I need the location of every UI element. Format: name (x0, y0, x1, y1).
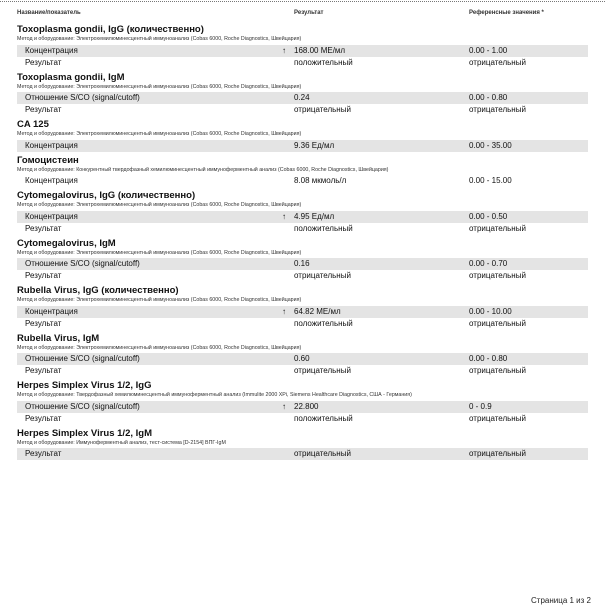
test-section (17, 238, 588, 283)
test-title: Herpes Simplex Virus 1/2, IgG (17, 380, 152, 391)
result-value: отрицательный (294, 449, 351, 458)
header-name: Название/показатель (17, 10, 81, 16)
result-row (17, 258, 588, 270)
result-row (17, 365, 588, 377)
test-title: CA 125 (17, 119, 49, 130)
reference-range: 0.00 - 15.00 (469, 176, 512, 185)
result-name: Концентрация (25, 211, 78, 221)
result-name: Результат (25, 318, 62, 328)
test-list (17, 21, 588, 460)
reference-range: отрицательный (469, 318, 526, 328)
result-name: Результат (25, 271, 62, 280)
reference-range: отрицательный (469, 366, 526, 375)
test-section (17, 285, 588, 330)
table-header (17, 10, 588, 20)
result-value: отрицательный (294, 366, 351, 375)
result-row (17, 318, 588, 330)
reference-range: 0.00 - 35.00 (469, 140, 512, 150)
reference-range: отрицательный (469, 413, 526, 423)
result-name: Результат (25, 57, 62, 67)
result-row (17, 306, 588, 318)
test-method: Метод и оборудование: Электрохемилюминесцентный иммуноанализ (Cobas 6000, Roche Diagnostics, Швейцария) (17, 202, 302, 208)
result-value: 0.16 (294, 259, 310, 268)
test-method: Метод и оборудование: Твердофазный хемилюминесцентный иммуноферментный анализ (Immulite 2000 XPi, Siemens Healthcare Diagnostics, США - Германия) (17, 392, 412, 398)
test-title: Herpes Simplex Virus 1/2, IgM (17, 427, 152, 439)
result-value: положительный (294, 318, 353, 328)
reference-range: отрицательный (469, 57, 526, 67)
reference-range: 0.00 - 0.80 (469, 354, 508, 363)
test-section (17, 72, 588, 117)
test-title: Cytomegalovirus, IgG (количественно) (17, 190, 196, 201)
test-title: Toxoplasma gondii, IgG (количественно) (17, 24, 204, 35)
test-title: Toxoplasma gondii, IgM (17, 71, 125, 83)
result-name: Концентрация (25, 176, 78, 185)
result-name: Концентрация (25, 45, 78, 55)
header-result: Результат (294, 10, 324, 16)
top-dotted-divider (0, 1, 605, 2)
result-value: 4.95 Ед/мл (294, 211, 335, 221)
test-method: Метод и оборудование: Иммуноферментный анализ, тест-система [D-2154] ВПГ-IgM (17, 439, 226, 446)
result-value: отрицательный (294, 271, 351, 280)
test-method: Метод и оборудование: Электрохемилюминесцентный иммуноанализ (Cobas 6000, Roche Diagnostics, Швейцария) (17, 131, 302, 137)
result-value: положительный (294, 57, 353, 67)
reference-range: 0.00 - 1.00 (469, 45, 508, 55)
test-section (17, 119, 588, 152)
reference-range: отрицательный (469, 449, 526, 458)
test-section (17, 24, 588, 69)
high-flag-icon: ↑ (282, 45, 286, 55)
result-value: 22.800 (294, 401, 319, 411)
result-value: 0.60 (294, 354, 310, 363)
test-method: Метод и оборудование: Электрохемилюминесцентный иммуноанализ (Cobas 6000, Roche Diagnostics, Швейцария) (17, 344, 302, 351)
result-value: 168.00 МЕ/мл (294, 45, 346, 55)
result-row (17, 448, 588, 460)
test-method: Метод и оборудование: Конкурентный твердофазный хемилюминесцентный иммуноферментный анализ (Cobas 6000, Roche Diagnostics, Швейцария) (17, 166, 389, 173)
page-number: Страница 1 из 2 (531, 596, 591, 605)
test-section (17, 190, 588, 235)
reference-range: отрицательный (469, 271, 526, 280)
test-title: Rubella Virus, IgG (количественно) (17, 285, 179, 296)
result-name: Отношение S/CO (signal/cutoff) (25, 354, 140, 363)
result-row (17, 45, 588, 57)
high-flag-icon: ↑ (282, 401, 286, 411)
header-reference: Референсные значения * (469, 10, 544, 16)
test-section (17, 333, 588, 378)
result-value: отрицательный (294, 105, 351, 114)
result-name: Результат (25, 413, 62, 423)
result-row (17, 57, 588, 69)
result-name: Отношение S/CO (signal/cutoff) (25, 401, 140, 411)
result-name: Отношение S/CO (signal/cutoff) (25, 93, 140, 102)
test-method: Метод и оборудование: Электрохемилюминесцентный иммуноанализ (Cobas 6000, Roche Diagnostics, Швейцария) (17, 83, 302, 90)
result-row (17, 211, 588, 223)
result-row (17, 104, 588, 116)
result-name: Концентрация (25, 140, 78, 150)
result-value: положительный (294, 223, 353, 233)
result-name: Результат (25, 366, 62, 375)
reference-range: 0.00 - 0.80 (469, 93, 508, 102)
result-name: Отношение S/CO (signal/cutoff) (25, 259, 140, 268)
result-row (17, 223, 588, 235)
reference-range: отрицательный (469, 105, 526, 114)
test-method: Метод и оборудование: Электрохемилюминесцентный иммуноанализ (Cobas 6000, Roche Diagnostics, Швейцария) (17, 249, 302, 256)
result-row (17, 140, 588, 152)
result-row (17, 413, 588, 425)
test-title: Rubella Virus, IgM (17, 332, 100, 344)
test-title: Гомоцистеин (17, 154, 79, 166)
result-value: положительный (294, 413, 353, 423)
result-row (17, 92, 588, 104)
test-section (17, 428, 588, 461)
result-value: 0.24 (294, 93, 310, 102)
test-title: Cytomegalovirus, IgM (17, 237, 116, 249)
reference-range: отрицательный (469, 223, 526, 233)
result-value: 9.36 Ед/мл (294, 140, 335, 150)
result-value: 64.82 МЕ/мл (294, 306, 341, 316)
reference-range: 0.00 - 0.70 (469, 259, 508, 268)
result-row (17, 175, 588, 187)
result-row (17, 353, 588, 365)
reference-range: 0 - 0.9 (469, 401, 492, 411)
result-row (17, 270, 588, 282)
test-section (17, 380, 588, 425)
result-name: Результат (25, 105, 62, 114)
reference-range: 0.00 - 0.50 (469, 211, 508, 221)
high-flag-icon: ↑ (282, 306, 286, 316)
test-method: Метод и оборудование: Электрохемилюминесцентный иммуноанализ (Cobas 6000, Roche Diagnostics, Швейцария) (17, 297, 302, 303)
result-name: Концентрация (25, 306, 78, 316)
result-value: 8.08 мкмоль/л (294, 176, 347, 185)
high-flag-icon: ↑ (282, 211, 286, 221)
test-section (17, 155, 588, 188)
reference-range: 0.00 - 10.00 (469, 306, 512, 316)
result-row (17, 401, 588, 413)
result-name: Результат (25, 449, 62, 458)
result-name: Результат (25, 223, 62, 233)
test-method: Метод и оборудование: Электрохемилюминесцентный иммуноанализ (Cobas 6000, Roche Diagnostics, Швейцария) (17, 36, 302, 42)
